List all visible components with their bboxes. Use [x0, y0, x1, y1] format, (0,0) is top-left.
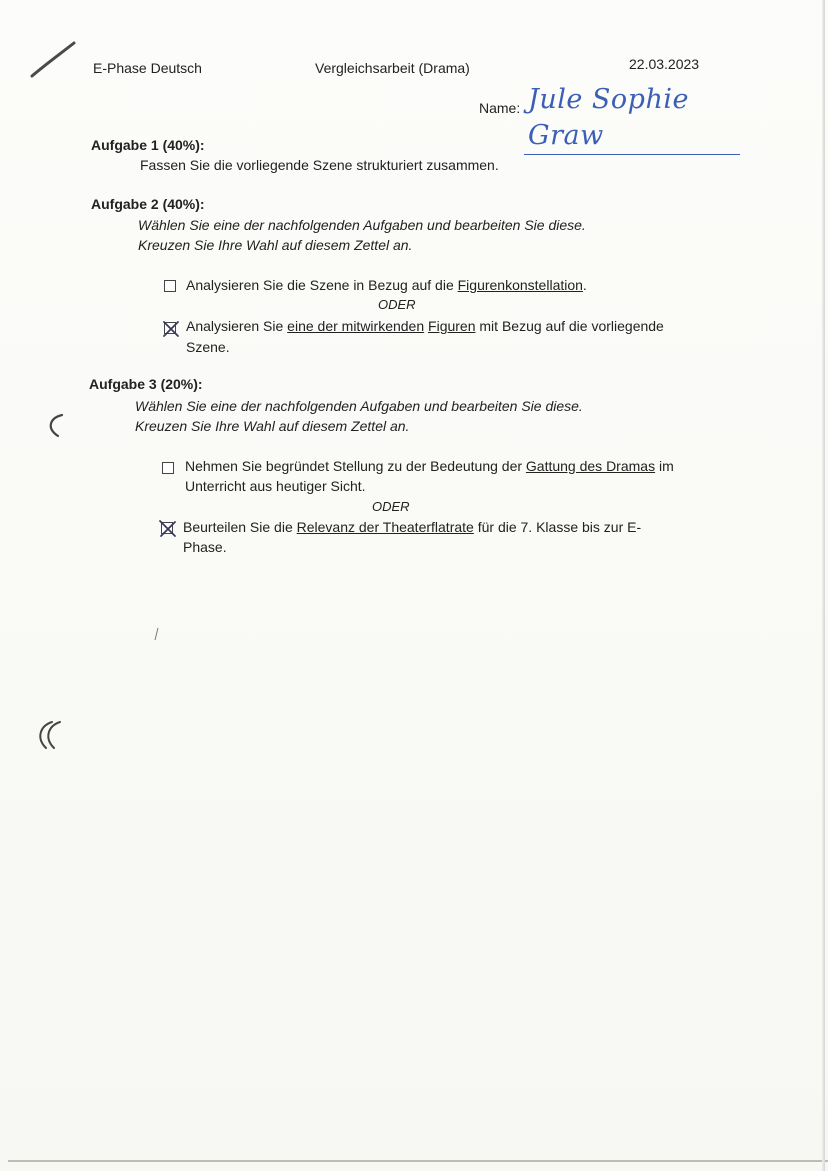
aufgabe-3-title: Aufgabe 3 (20%):	[89, 376, 203, 392]
aufgabe-2-option-1-checkbox[interactable]	[164, 280, 176, 292]
option-text: für die 7. Klasse bis zur E-	[473, 519, 642, 535]
aufgabe-3-option-1-line-2: Unterricht aus heutiger Sicht.	[185, 478, 366, 494]
aufgabe-3-option-2-text	[183, 517, 641, 537]
page-edge-bottom	[8, 1160, 828, 1162]
margin-bracket-mark-2	[30, 718, 70, 752]
aufgabe-2-title: Aufgabe 2 (40%):	[91, 196, 205, 212]
subject-label: E-Phase Deutsch	[93, 60, 202, 76]
option-text: .	[582, 277, 587, 293]
student-name-handwritten: Jule Sophie Graw	[524, 82, 740, 155]
aufgabe-2-option-2-checkbox[interactable]	[164, 322, 176, 334]
aufgabe-1-title: Aufgabe 1 (40%):	[91, 137, 205, 153]
aufgabe-3-instruction-1: Wählen Sie eine der nachfolgenden Aufgaben und bearbeiten Sie diese.	[135, 398, 583, 414]
exam-date: 22.03.2023	[629, 56, 700, 72]
option-underlined-term: eine der mitwirkenden	[287, 318, 425, 334]
aufgabe-3-option-2-line-2: Phase.	[183, 539, 227, 555]
option-text: Nehmen Sie begründet Stellung zu der Bedeutung der	[185, 458, 526, 474]
option-underlined-term: Figuren	[428, 318, 476, 334]
aufgabe-2-option-2-line-2: Szene.	[186, 339, 230, 355]
aufgabe-2-option-2-text	[186, 316, 664, 336]
option-text: im	[655, 458, 674, 474]
aufgabe-2-oder: ODER	[378, 297, 416, 312]
name-label: Name:	[479, 100, 521, 116]
aufgabe-3-instruction-2: Kreuzen Sie Ihre Wahl auf diesem Zettel an.	[135, 418, 410, 434]
checkmark-x-icon	[161, 319, 181, 339]
aufgabe-3-option-1-text	[185, 456, 674, 476]
aufgabe-2-instruction-2: Kreuzen Sie Ihre Wahl auf diesem Zettel an.	[138, 237, 413, 253]
option-text: mit Bezug auf die vorliegende	[475, 318, 664, 334]
checkmark-x-icon	[158, 519, 178, 539]
aufgabe-2-option-1-text	[186, 275, 587, 295]
option-underlined-term: Gattung des Dramas	[525, 458, 656, 474]
margin-bracket-mark-1	[38, 410, 68, 440]
aufgabe-1-text: Fassen Sie die vorliegende Szene strukturiert zusammen.	[140, 157, 499, 173]
option-underlined-term: Relevanz der Theaterflatrate	[296, 519, 474, 535]
aufgabe-3-option-2-checkbox[interactable]	[161, 522, 173, 534]
option-text: Analysieren Sie die Szene in Bezug auf die	[186, 277, 458, 293]
aufgabe-2-instruction-1: Wählen Sie eine der nachfolgenden Aufgaben und bearbeiten Sie diese.	[138, 217, 586, 233]
stray-pencil-tick	[152, 626, 162, 642]
option-text: Beurteilen Sie die	[183, 519, 297, 535]
page-edge-right	[822, 0, 825, 1171]
aufgabe-3-option-1-checkbox[interactable]	[162, 462, 174, 474]
option-underlined-term: Figurenkonstellation	[457, 277, 583, 293]
exam-title: Vergleichsarbeit (Drama)	[315, 60, 470, 76]
pencil-slash-mark	[28, 40, 78, 80]
aufgabe-3-oder: ODER	[372, 499, 410, 514]
option-text: Analysieren Sie	[186, 318, 288, 334]
